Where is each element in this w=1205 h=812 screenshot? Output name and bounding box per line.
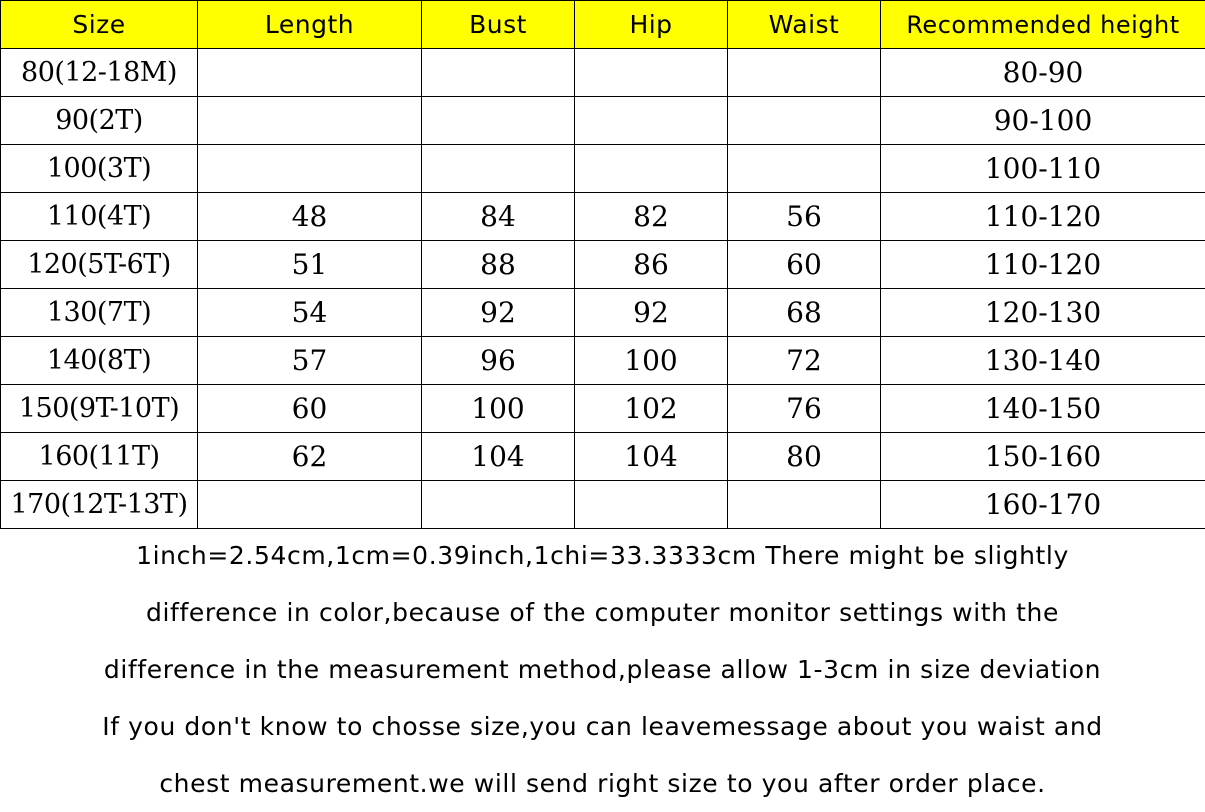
note-line: difference in the measurement method,please allow 1-3cm in size deviation [0, 641, 1205, 698]
cell-hip [575, 49, 728, 97]
cell-length: 51 [198, 241, 422, 289]
cell-recommended-height: 150-160 [881, 433, 1205, 481]
cell-waist: 68 [728, 289, 881, 337]
table-row [1, 481, 1205, 529]
cell-length: 57 [198, 337, 422, 385]
note-line: chest measurement.we will send right size to you after order place. [0, 755, 1205, 812]
header-bust: Bust [422, 1, 575, 49]
cell-size: 80(12-18M) [1, 49, 198, 97]
header-length: Length [198, 1, 422, 49]
cell-size: 160(11T) [1, 433, 198, 481]
cell-bust: 100 [422, 385, 575, 433]
cell-size: 140(8T) [1, 337, 198, 385]
table-row [1, 241, 1205, 289]
note-line: 1inch=2.54cm,1cm=0.39inch,1chi=33.3333cm There might be slightly [0, 527, 1205, 584]
table-row [1, 49, 1205, 97]
note-line: If you don't know to chosse size,you can leavemessage about you waist and [0, 698, 1205, 755]
cell-length [198, 97, 422, 145]
cell-bust [422, 97, 575, 145]
cell-bust: 104 [422, 433, 575, 481]
cell-length: 54 [198, 289, 422, 337]
cell-waist [728, 145, 881, 193]
header-waist: Waist [728, 1, 881, 49]
table-row [1, 433, 1205, 481]
header-size: Size [1, 1, 198, 49]
cell-bust: 96 [422, 337, 575, 385]
header-hip: Hip [575, 1, 728, 49]
cell-hip: 102 [575, 385, 728, 433]
cell-size: 100(3T) [1, 145, 198, 193]
cell-size: 90(2T) [1, 97, 198, 145]
cell-hip: 100 [575, 337, 728, 385]
cell-size: 110(4T) [1, 193, 198, 241]
note-line: difference in color,because of the computer monitor settings with the [0, 584, 1205, 641]
cell-hip: 92 [575, 289, 728, 337]
cell-waist: 60 [728, 241, 881, 289]
cell-length: 60 [198, 385, 422, 433]
cell-bust [422, 145, 575, 193]
cell-waist: 80 [728, 433, 881, 481]
table-row [1, 337, 1205, 385]
cell-waist [728, 49, 881, 97]
cell-bust: 92 [422, 289, 575, 337]
header-recommended-height: Recommended height [881, 1, 1205, 49]
cell-waist [728, 481, 881, 529]
cell-waist: 56 [728, 193, 881, 241]
table-row [1, 193, 1205, 241]
cell-recommended-height: 80-90 [881, 49, 1205, 97]
cell-length [198, 481, 422, 529]
cell-hip: 82 [575, 193, 728, 241]
cell-length: 62 [198, 433, 422, 481]
cell-waist [728, 97, 881, 145]
cell-recommended-height: 160-170 [881, 481, 1205, 529]
cell-waist: 76 [728, 385, 881, 433]
cell-bust [422, 481, 575, 529]
cell-recommended-height: 100-110 [881, 145, 1205, 193]
cell-size: 130(7T) [1, 289, 198, 337]
cell-hip [575, 145, 728, 193]
cell-recommended-height: 130-140 [881, 337, 1205, 385]
cell-size: 170(12T-13T) [1, 481, 198, 529]
cell-hip: 86 [575, 241, 728, 289]
cell-length: 48 [198, 193, 422, 241]
cell-bust: 88 [422, 241, 575, 289]
cell-recommended-height: 110-120 [881, 241, 1205, 289]
table-row [1, 97, 1205, 145]
cell-bust: 84 [422, 193, 575, 241]
cell-length [198, 49, 422, 97]
cell-size: 150(9T-10T) [1, 385, 198, 433]
table-row [1, 289, 1205, 337]
cell-recommended-height: 110-120 [881, 193, 1205, 241]
cell-recommended-height: 140-150 [881, 385, 1205, 433]
size-notes [0, 527, 1205, 797]
cell-hip [575, 97, 728, 145]
cell-recommended-height: 120-130 [881, 289, 1205, 337]
table-body [1, 49, 1205, 529]
table-row [1, 385, 1205, 433]
cell-waist: 72 [728, 337, 881, 385]
cell-recommended-height: 90-100 [881, 97, 1205, 145]
cell-size: 120(5T-6T) [1, 241, 198, 289]
table-row [1, 145, 1205, 193]
cell-hip: 104 [575, 433, 728, 481]
table-header-row [1, 1, 1205, 49]
cell-hip [575, 481, 728, 529]
cell-bust [422, 49, 575, 97]
cell-length [198, 145, 422, 193]
